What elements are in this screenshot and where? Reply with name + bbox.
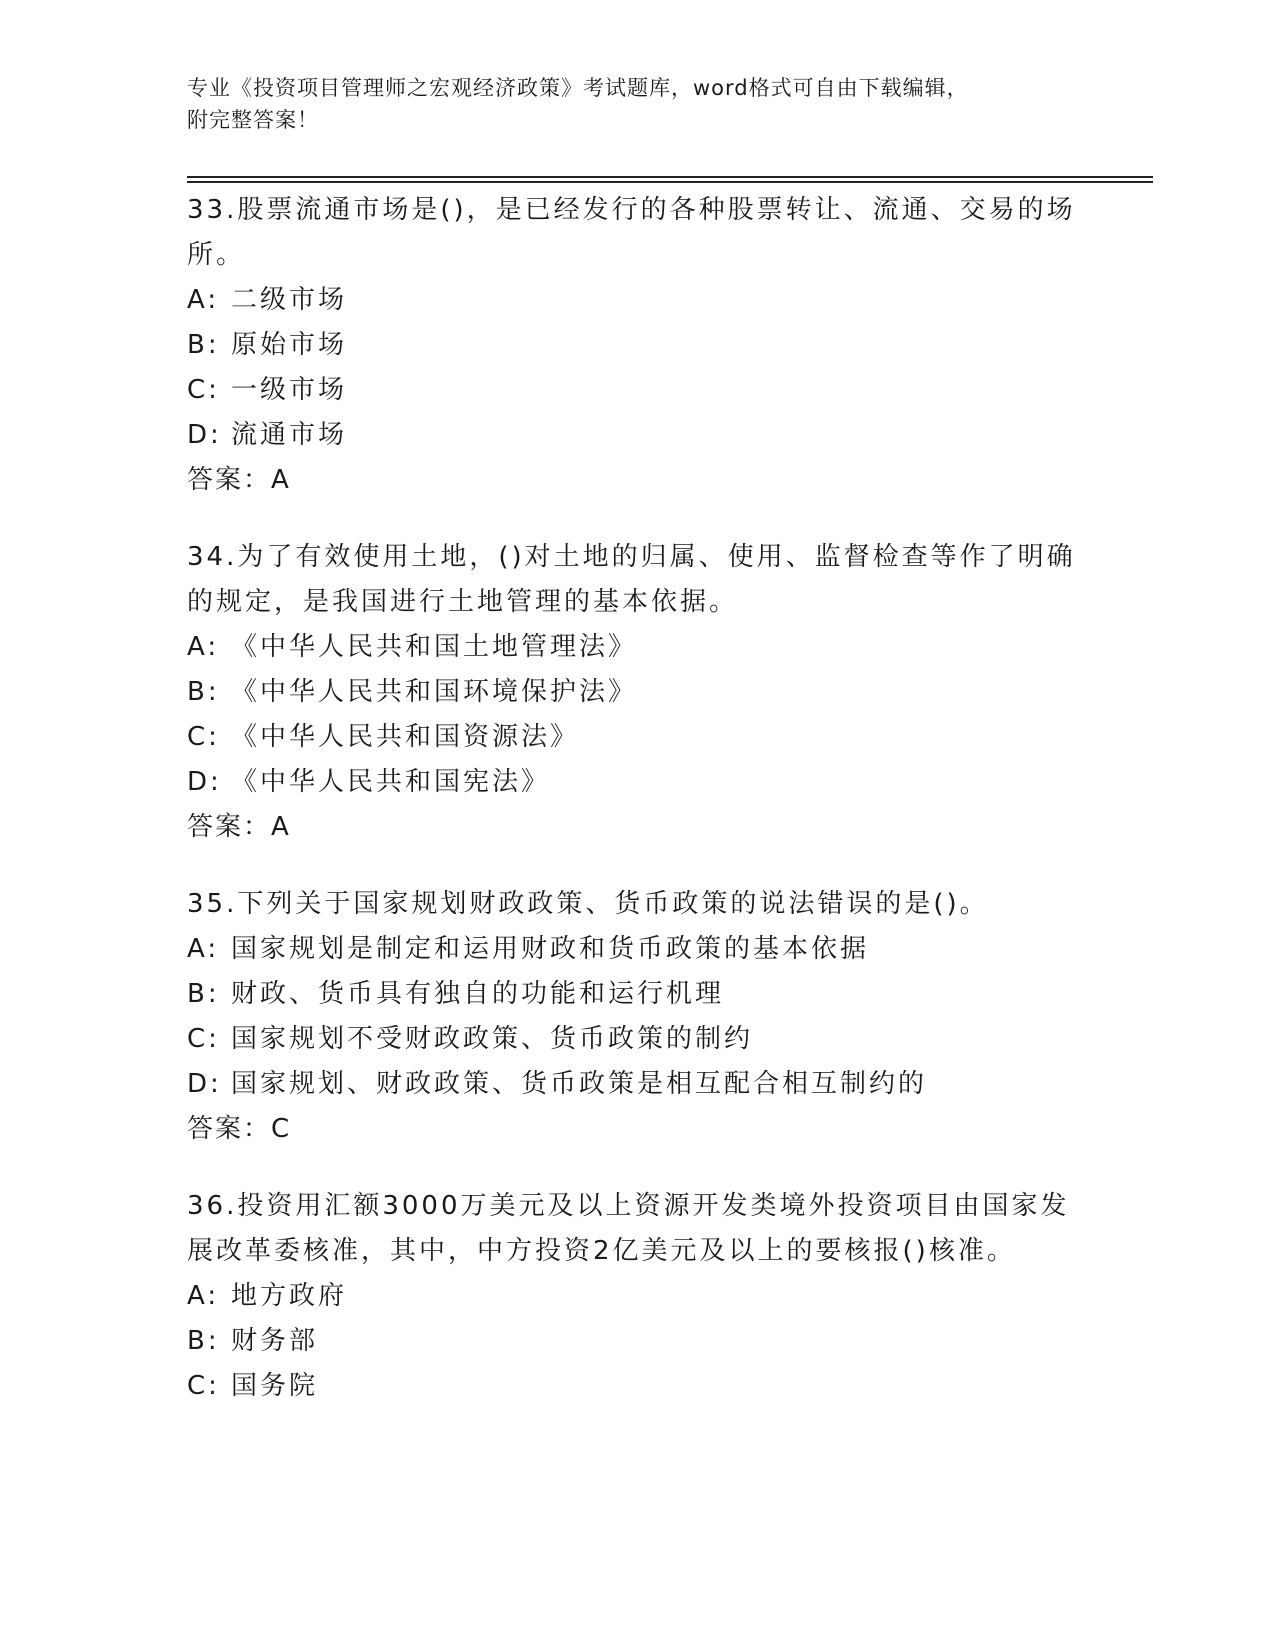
option-key: C:	[187, 375, 220, 405]
document-header	[187, 72, 1067, 136]
option-key: D:	[187, 1069, 222, 1099]
question-36	[187, 1184, 1087, 1409]
option-key: B:	[187, 677, 220, 707]
option-text: 流通市场	[231, 420, 348, 450]
option-key: B:	[187, 330, 220, 360]
option-text: 《中华人民共和国环境保护法》	[231, 677, 638, 707]
header-divider-bottom	[187, 181, 1153, 183]
option-a	[187, 278, 1087, 323]
option-a	[187, 927, 1087, 972]
option-key: D:	[187, 767, 222, 797]
option-d	[187, 1062, 1087, 1107]
option-b	[187, 323, 1087, 368]
option-text: 原始市场	[231, 330, 348, 360]
option-text: 国家规划、财政政策、货币政策是相互配合相互制约的	[231, 1069, 928, 1099]
option-text: 《中华人民共和国资源法》	[231, 722, 580, 752]
answer-line: 答案：A	[187, 812, 291, 842]
option-key: A:	[187, 285, 220, 315]
question-stem: 33.股票流通市场是()，是已经发行的各种股票转让、流通、交易的场所。	[187, 195, 1076, 270]
option-key: A:	[187, 632, 220, 662]
option-text: 《中华人民共和国宪法》	[231, 767, 551, 797]
option-key: A:	[187, 934, 220, 964]
option-text: 财务部	[231, 1326, 319, 1356]
option-key: D:	[187, 420, 222, 450]
question-list	[187, 188, 1087, 1441]
question-stem: 34.为了有效使用土地，()对土地的归属、使用、监督检查等作了明确的规定，是我国进行土地管理的基本依据。	[187, 542, 1076, 617]
question-35	[187, 882, 1087, 1152]
option-c	[187, 368, 1087, 413]
option-key: B:	[187, 1326, 220, 1356]
option-text: 国家规划是制定和运用财政和货币政策的基本依据	[231, 934, 870, 964]
option-d	[187, 760, 1087, 805]
question-33	[187, 188, 1087, 503]
option-text: 二级市场	[231, 285, 348, 315]
option-text: 财政、货币具有独自的功能和运行机理	[231, 979, 725, 1009]
option-d	[187, 413, 1087, 458]
option-text: 国家规划不受财政政策、货币政策的制约	[231, 1024, 754, 1054]
option-b	[187, 1319, 1087, 1364]
question-stem: 35.下列关于国家规划财政政策、货币政策的说法错误的是()。	[187, 889, 989, 919]
option-key: C:	[187, 1024, 220, 1054]
option-key: C:	[187, 1371, 220, 1401]
question-stem: 36.投资用汇额3000万美元及以上资源开发类境外投资项目由国家发展改革委核准，其中，中方投资2亿美元及以上的要核报()核准。	[187, 1191, 1070, 1266]
option-text: 国务院	[231, 1371, 319, 1401]
option-c	[187, 1017, 1087, 1062]
option-a	[187, 1274, 1087, 1319]
answer-line: 答案：A	[187, 465, 291, 495]
header-divider-top	[187, 176, 1153, 178]
header-line-1: 专业《投资项目管理师之宏观经济政策》考试题库，word格式可自由下载编辑，	[187, 76, 969, 100]
option-key: C:	[187, 722, 220, 752]
header-line-2: 附完整答案！	[187, 108, 319, 132]
answer-line: 答案：C	[187, 1114, 292, 1144]
option-c	[187, 715, 1087, 760]
option-b	[187, 670, 1087, 715]
option-text: 一级市场	[231, 375, 348, 405]
option-key: A:	[187, 1281, 220, 1311]
option-a	[187, 625, 1087, 670]
question-34	[187, 535, 1087, 850]
option-text: 《中华人民共和国土地管理法》	[231, 632, 638, 662]
option-c	[187, 1364, 1087, 1409]
option-b	[187, 972, 1087, 1017]
option-key: B:	[187, 979, 220, 1009]
option-text: 地方政府	[231, 1281, 348, 1311]
